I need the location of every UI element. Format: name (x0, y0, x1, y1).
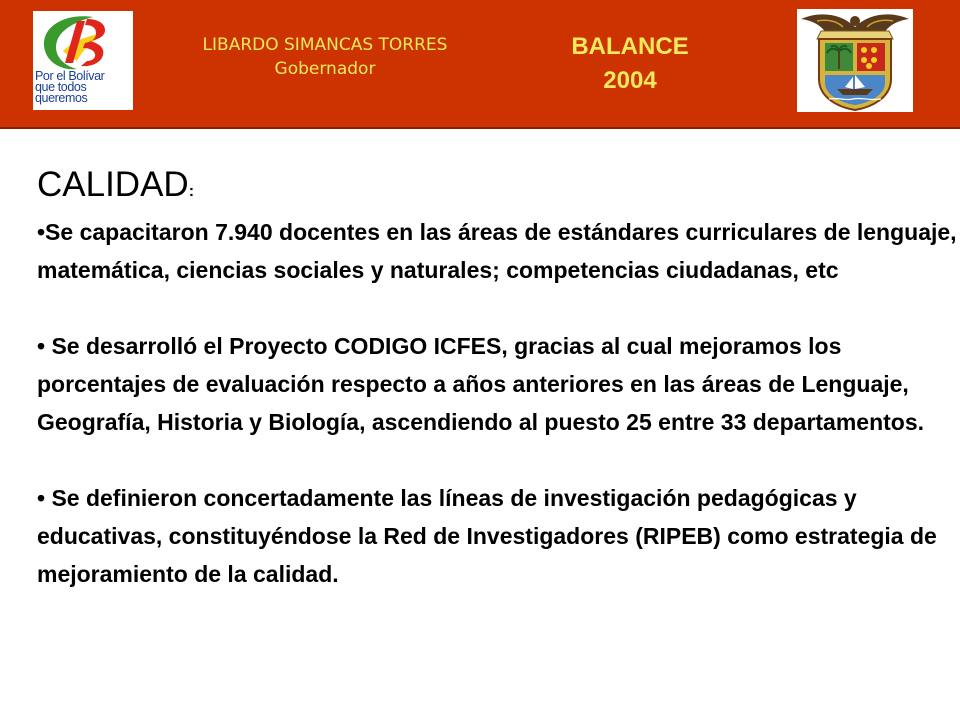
paragraph-spacer (37, 441, 957, 479)
slogan-line: que todos (35, 80, 87, 94)
coat-of-arms (797, 9, 913, 112)
bolivar-logo (33, 11, 133, 110)
slogan-line: Por el Bolívar (35, 69, 105, 83)
heading-suffix: : (188, 183, 195, 200)
slogan-line: queremos (35, 91, 88, 105)
heading-text: CALIDAD (37, 165, 189, 204)
bolivar-logo-icon (33, 11, 133, 73)
governor-block (170, 33, 480, 81)
header-banner (0, 0, 960, 129)
coat-of-arms-icon (797, 9, 913, 112)
logo-slogan (35, 71, 133, 104)
governor-title: Gobernador (274, 59, 376, 79)
main-content (37, 164, 957, 593)
balance-label: BALANCE (571, 33, 689, 60)
bullet-paragraph: • Se desarrolló el Proyecto CODIGO ICFES, gracias al cual mejoramos los porcentajes de evaluación respecto a años anteriores en las áreas de Lenguaje, Geografía, Historia y Biología, ascendiendo al puesto 25 entre 33 departamentos. (37, 333, 925, 435)
bullet-paragraph: •Se capacitaron 7.940 docentes en las áreas de estándares curriculares de lenguaje, matemática, ciencias sociales y naturales; competencias ciudadanas, etc (37, 219, 957, 283)
bullet-paragraph: • Se definieron concertadamente las líneas de investigación pedagógicas y educativas, constituyéndose la Red de Investigadores (RIPEB) como estrategia de mejoramiento de la calidad. (37, 485, 937, 587)
section-heading (37, 164, 957, 213)
balance-block (530, 30, 730, 98)
paragraph-spacer (37, 289, 957, 327)
balance-year: 2004 (603, 67, 657, 94)
governor-name: LIBARDO SIMANCAS TORRES (202, 35, 448, 55)
